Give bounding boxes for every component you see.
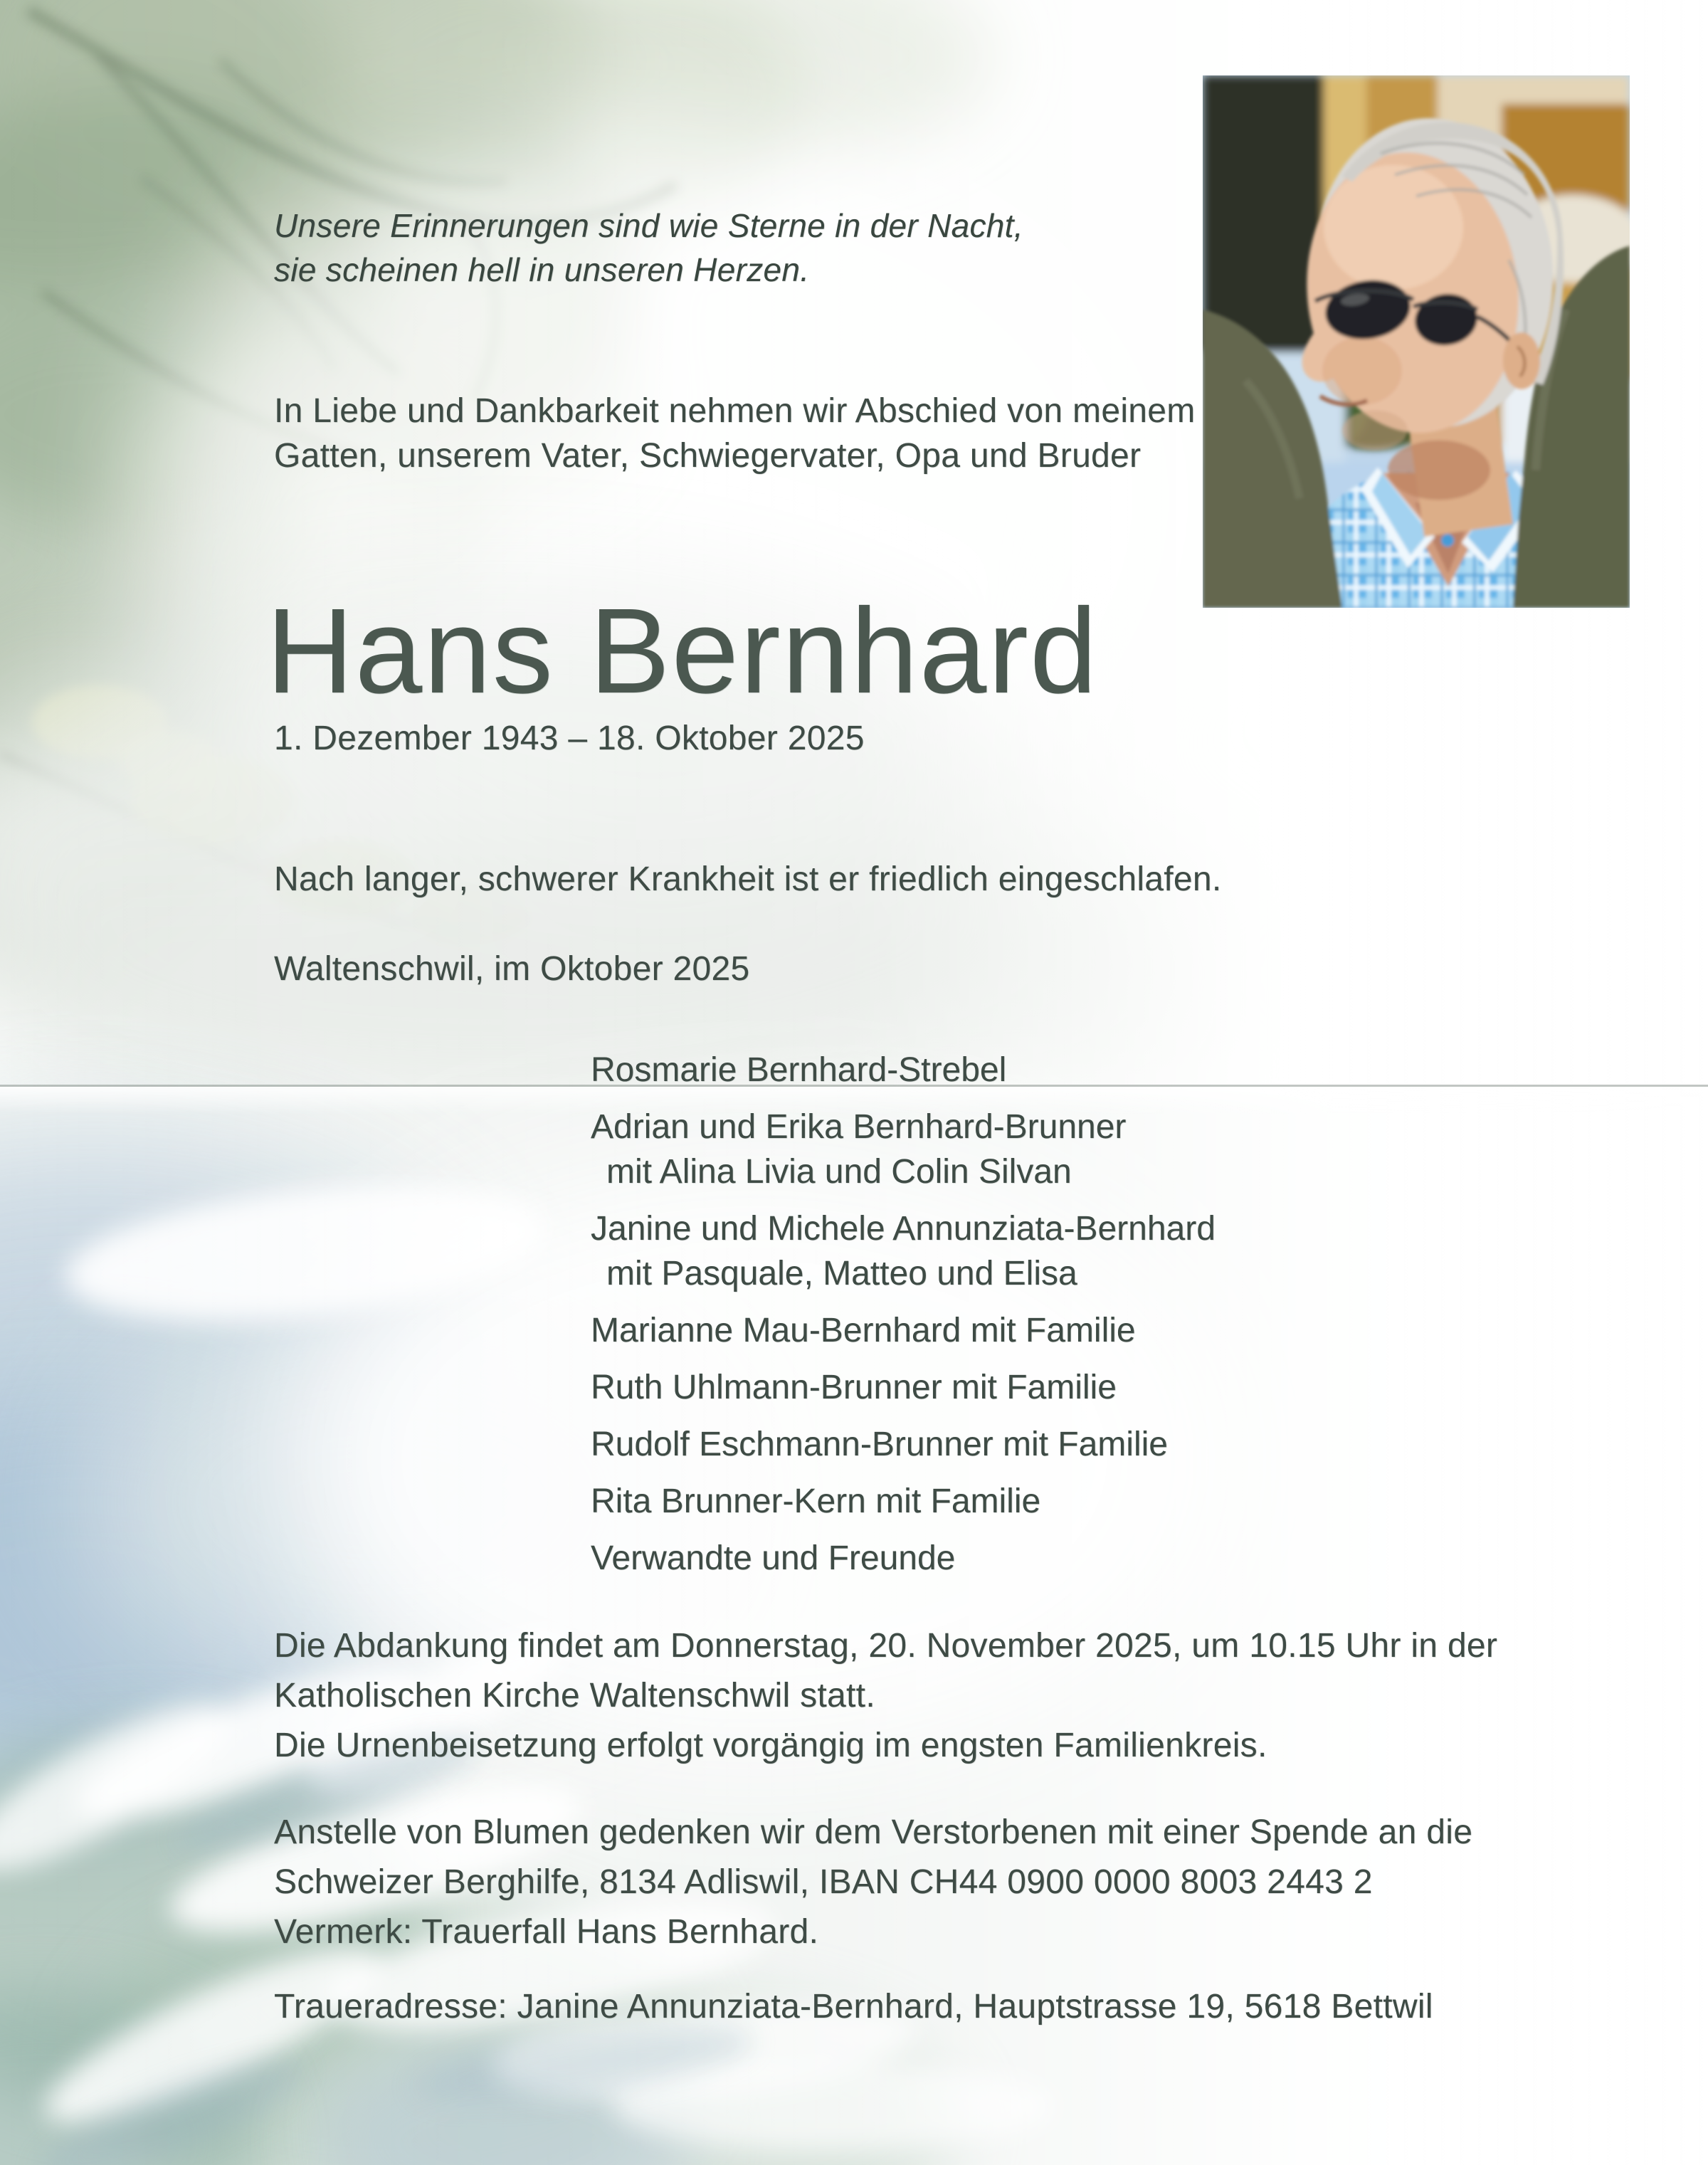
life-dates: 1. Dezember 1943 – 18. Oktober 2025 xyxy=(274,720,865,757)
mourner-name: Adrian und Erika Bernhard-Brunner xyxy=(591,1108,1127,1146)
portrait-photo xyxy=(1203,75,1630,608)
death-note: Nach langer, schwerer Krankheit ist er friedlich eingeschlafen. xyxy=(274,860,1222,898)
deceased-name: Hans Bernhard xyxy=(266,584,1099,719)
donation-info xyxy=(274,1808,1472,1957)
mourning-address: Traueradresse: Janine Annunziata-Bernhard, Hauptstrasse 19, 5618 Bettwil xyxy=(274,1988,1433,2026)
mourner-children: mit Pasquale, Matteo und Elisa xyxy=(606,1255,1077,1292)
mourner-name: Verwandte und Freunde xyxy=(591,1539,956,1577)
intro-text xyxy=(274,389,1196,478)
mourner-children: mit Alina Livia und Colin Silvan xyxy=(606,1153,1072,1191)
donation-line: Vermerk: Trauerfall Hans Bernhard. xyxy=(274,1913,819,1951)
intro-line: Gatten, unserem Vater, Schwiegervater, Opa und Bruder xyxy=(274,437,1142,475)
mourner-entry xyxy=(591,1422,1216,1467)
mourner-name: Rita Brunner-Kern mit Familie xyxy=(591,1482,1041,1520)
quote-line: sie scheinen hell in unseren Herzen. xyxy=(274,251,810,288)
place-date-line: Waltenschwil, im Oktober 2025 xyxy=(274,950,750,988)
mourner-entry xyxy=(591,1308,1216,1353)
service-line: Die Abdankung findet am Donnerstag, 20. November 2025, um 10.15 Uhr in der xyxy=(274,1627,1498,1665)
service-line: Die Urnenbeisetzung erfolgt vorgängig im engsten Familienkreis. xyxy=(274,1727,1267,1764)
mourner-entry xyxy=(591,1206,1216,1296)
mourner-entry xyxy=(591,1536,1216,1581)
mourner-entry xyxy=(591,1048,1216,1092)
quote-line: Unsere Erinnerungen sind wie Sterne in der Nacht, xyxy=(274,207,1023,244)
mourner-entry xyxy=(591,1479,1216,1524)
mourner-name: Janine und Michele Annunziata-Bernhard xyxy=(591,1210,1216,1248)
mourners-list xyxy=(591,1048,1216,1593)
mourner-entry xyxy=(591,1105,1216,1194)
service-line: Katholischen Kirche Waltenschwil statt. xyxy=(274,1677,875,1714)
mourner-name: Rosmarie Bernhard-Strebel xyxy=(591,1051,1007,1089)
donation-line: Schweizer Berghilfe, 8134 Adliswil, IBAN CH44 0900 0000 8003 2443 2 xyxy=(274,1863,1373,1901)
mourner-name: Ruth Uhlmann-Brunner mit Familie xyxy=(591,1369,1117,1406)
mourner-entry xyxy=(591,1365,1216,1410)
service-info xyxy=(274,1621,1497,1771)
donation-line: Anstelle von Blumen gedenken wir dem Verstorbenen mit einer Spende an die xyxy=(274,1813,1473,1851)
intro-line: In Liebe und Dankbarkeit nehmen wir Abschied von meinem xyxy=(274,392,1196,430)
mourner-name: Marianne Mau-Bernhard mit Familie xyxy=(591,1312,1136,1349)
mourner-name: Rudolf Eschmann-Brunner mit Familie xyxy=(591,1426,1168,1463)
memorial-quote xyxy=(274,204,1023,292)
